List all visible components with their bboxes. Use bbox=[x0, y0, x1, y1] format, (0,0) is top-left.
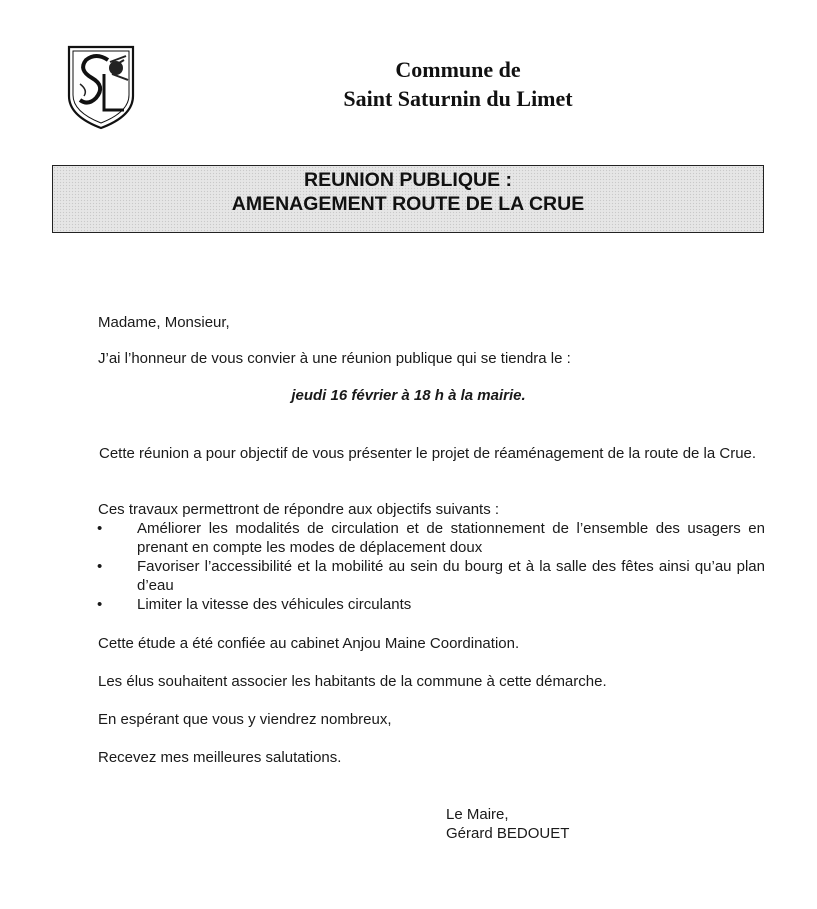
works-intro: Ces travaux permettront de répondre aux objectifs suivants : bbox=[98, 501, 500, 518]
objective-item-text: Favoriser l’accessibilité et la mobilité au sein du bourg et à la salle des fêtes ainsi qu’au plan d’eau bbox=[137, 558, 765, 594]
list-item bbox=[97, 557, 765, 595]
invitation-text: J’ai l’honneur de vous convier à une réunion publique qui se tiendra le : bbox=[98, 350, 571, 367]
list-item bbox=[97, 595, 765, 614]
signature-title: Le Maire, bbox=[446, 806, 509, 823]
commune-line-1: Commune de bbox=[395, 57, 521, 82]
signature-name: Gérard BEDOUET bbox=[446, 825, 570, 842]
commune-crest-logo bbox=[66, 44, 136, 130]
banner-line-2: AMENAGEMENT ROUTE DE LA CRUE bbox=[231, 193, 585, 215]
objective-item-text: Améliorer les modalités de circulation et de stationnement de l’ensemble des usagers en prenant en compte les modes de déplacement doux bbox=[137, 520, 765, 556]
objective-paragraph bbox=[50, 444, 765, 463]
bullet-icon: • bbox=[97, 596, 103, 613]
hope-text: En espérant que vous y viendrez nombreux, bbox=[98, 711, 392, 728]
commune-name bbox=[270, 55, 646, 113]
title-banner bbox=[52, 165, 764, 233]
closing-text: Recevez mes meilleures salutations. bbox=[98, 749, 342, 766]
objective-item-text: Limiter la vitesse des véhicules circulants bbox=[137, 596, 412, 613]
banner-line-1: REUNION PUBLIQUE : bbox=[303, 169, 512, 191]
list-item bbox=[97, 519, 765, 557]
associate-text: Les élus souhaitent associer les habitants de la commune à cette démarche. bbox=[98, 673, 607, 690]
objectives-list bbox=[97, 519, 765, 614]
commune-line-2: Saint Saturnin du Limet bbox=[343, 86, 573, 111]
bullet-icon: • bbox=[97, 558, 103, 575]
study-text: Cette étude a été confiée au cabinet Anjou Maine Coordination. bbox=[98, 635, 520, 652]
bullet-icon: • bbox=[97, 520, 103, 537]
meeting-date-place: jeudi 16 février à 18 h à la mairie. bbox=[291, 387, 526, 404]
objective-text: Cette réunion a pour objectif de vous présenter le projet de réaménagement de la route de la Crue. bbox=[99, 445, 757, 462]
salutation: Madame, Monsieur, bbox=[98, 314, 230, 331]
